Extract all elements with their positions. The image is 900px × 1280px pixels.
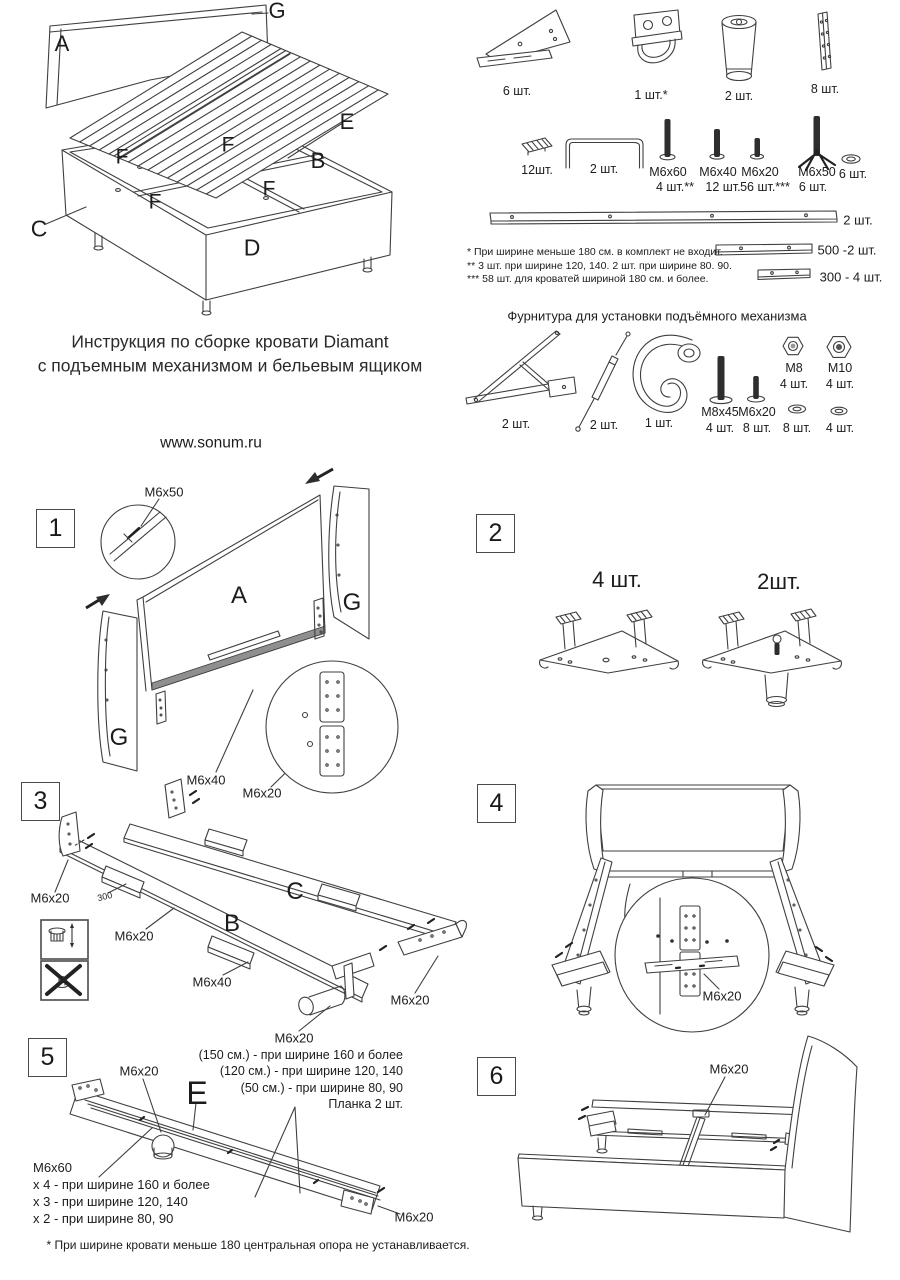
- step3-bolt-m6x40-label: M6x40: [192, 974, 232, 990]
- mech-nut-m8-qty: 4 шт.: [779, 376, 809, 391]
- website-url: www.sonum.ru: [160, 434, 262, 452]
- overview-label-e: E: [339, 109, 355, 134]
- hw-hinge-qty: 1 шт.*: [634, 87, 668, 102]
- mech-arm-qty: 2 шт.: [501, 416, 531, 431]
- page-footnote: * При ширине кровати меньше 180 центральная опора не устанавливается.: [46, 1238, 470, 1252]
- mech-strap-qty: 1 шт.: [644, 415, 674, 430]
- step5-plank-line3: (50 см.) - при ширине 80, 90: [240, 1080, 403, 1095]
- step3-part-c-label: C: [286, 878, 304, 905]
- step3-bolt-mid-label: M6x20: [114, 928, 154, 944]
- step2-right-qty: 2шт.: [757, 569, 801, 594]
- step5-bolt-right-label: M6x20: [394, 1209, 434, 1225]
- step1-bolt-m6x40-label: M6x40: [186, 772, 226, 788]
- note-1: * При ширине меньше 180 см. в комплект не входит.: [467, 246, 723, 258]
- hw-bolt-m6x20-size: M6x20: [741, 164, 779, 179]
- hardware-corner-bracket-icon: [477, 10, 570, 67]
- overview-label-g: G: [268, 0, 286, 23]
- hw-bolt-m6x20-qty: 56 шт.***: [740, 179, 790, 194]
- step-5-number: 5: [28, 1038, 67, 1077]
- step3-dim-300-label: 300: [96, 889, 114, 904]
- step-2-number: 2: [476, 514, 515, 553]
- step1-drawing: [86, 469, 398, 793]
- step-6-number: 6: [477, 1057, 516, 1096]
- mech-nut-m8-size: M8: [785, 360, 803, 375]
- page-title-line1: Инструкция по сборке кровати Diamant: [71, 331, 389, 352]
- hardware-cylinder-leg-icon: [722, 16, 756, 81]
- mech-nut-m10-qty: 4 шт.: [825, 376, 855, 391]
- overview-bed-drawing: [46, 5, 392, 315]
- step5-bolt-list-line1: x 4 - при ширине 160 и более: [33, 1176, 210, 1192]
- rail-500-qty: 500 -2 шт.: [817, 242, 877, 258]
- step3-bolt-right-label: M6x20: [390, 992, 430, 1008]
- step5-part-e-label: E: [186, 1075, 208, 1111]
- page-title-line2: с подъемным механизмом и бельевым ящиком: [37, 355, 423, 376]
- hardware-bolt-m6x60-icon: [660, 119, 675, 160]
- hw-bolt-m6x40-size: M6x40: [699, 164, 737, 179]
- step-4-number: 4: [477, 784, 516, 823]
- hw-bracket-qty: 6 шт.: [502, 83, 532, 98]
- overview-label-d: D: [243, 234, 261, 261]
- hw-pad-qty: 12шт.: [521, 162, 553, 177]
- hardware-notes: [467, 246, 732, 287]
- step2-drawing: [540, 609, 842, 707]
- mechanism-gas-strut-icon: [576, 332, 630, 431]
- step4-bolt-m6x20-label: M6x20: [702, 988, 742, 1004]
- step5-plank-line2: (120 см.) - при ширине 120, 140: [219, 1064, 403, 1079]
- hardware-bolt-m6x50-icon: [799, 116, 835, 170]
- hardware-washer-icon: [842, 155, 860, 163]
- step1-bolt-m6x50-label: M6x50: [144, 484, 184, 500]
- mech-washer8-qty: 8 шт.: [782, 420, 812, 435]
- hw-washer-qty: 6 шт.: [838, 166, 868, 181]
- mech-washer4-qty: 4 шт.: [825, 420, 855, 435]
- hardware-bolt-m6x40-icon: [710, 129, 724, 159]
- mechanism-washer-8-icon: [789, 405, 806, 413]
- mechanism-title: Фурнитура для установки подъёмного механизма: [507, 308, 807, 324]
- step-1-number: 1: [36, 509, 75, 548]
- rail-300-qty: 300 - 4 шт.: [819, 269, 883, 285]
- step5-bolt-list-line3: x 2 - при ширине 80, 90: [33, 1210, 174, 1226]
- step5-bolt-list: [33, 1160, 210, 1228]
- step1-part-g-left-label: G: [109, 724, 129, 751]
- step1-part-a-label: A: [230, 582, 248, 609]
- hw-leg-qty: 2 шт.: [724, 88, 754, 103]
- overview-label-a: A: [54, 31, 70, 56]
- step5-plank-line1: (150 см.) - при ширине 160 и более: [198, 1048, 403, 1062]
- hw-bolt-m6x60-qty: 4 шт.**: [656, 179, 694, 194]
- overview-label-f2: F: [221, 133, 235, 157]
- step3-bolt-left-label: M6x20: [30, 890, 70, 906]
- hardware-pad-icon: [522, 138, 552, 155]
- note-3: *** 58 шт. для кроватей шириной 180 см. и более.: [467, 273, 709, 286]
- hardware-flat-plate-icon: [818, 12, 831, 70]
- overview-label-c: C: [30, 215, 48, 242]
- step1-bolt-m6x20-label: M6x20: [242, 785, 282, 801]
- overview-label-b: B: [310, 148, 326, 173]
- mechanism-nut-m8-icon: [783, 337, 803, 354]
- step5-bolt-top-label: M6x20: [119, 1063, 159, 1079]
- mech-bolt-m8x45-size: M8x45: [701, 404, 739, 419]
- overview-label-f3: F: [148, 190, 162, 214]
- mechanism-strap-icon: [633, 335, 700, 412]
- step5-plank-note: [199, 1047, 403, 1112]
- step2-left-qty: 4 шт.: [592, 567, 642, 592]
- hardware-rail-long-icon: [490, 211, 837, 224]
- hw-plate-qty: 8 шт.: [810, 81, 840, 96]
- mechanism-washer-4-icon: [831, 407, 847, 415]
- hardware-hinge-bracket-icon: [632, 10, 682, 63]
- hardware-rail-300-icon: [758, 269, 810, 280]
- mechanism-nut-m10-icon: [827, 337, 851, 358]
- hw-bolt-m6x40-qty: 12 шт.: [705, 179, 741, 194]
- step5-bolt-list-title: M6x60: [33, 1160, 73, 1175]
- step5-plank-line4: Планка 2 шт.: [328, 1096, 403, 1111]
- step6-bolt-m6x20-label: M6x20: [709, 1061, 749, 1077]
- mech-nut-m10-size: M10: [827, 360, 853, 375]
- mechanism-bolt-m6x20-icon: [748, 376, 765, 402]
- hardware-bolt-m6x20-icon: [751, 138, 764, 159]
- hw-bolt-m6x50-size: M6x50: [798, 164, 836, 179]
- mechanism-arm-icon: [466, 331, 576, 404]
- overview-label-f4: F: [262, 177, 276, 201]
- overview-label-f1: F: [115, 145, 129, 169]
- mech-bolt-m8x45-qty: 4 шт.: [705, 420, 735, 435]
- step1-part-g-right-label: G: [342, 589, 362, 616]
- step6-drawing: [518, 1036, 857, 1232]
- hw-bolt-m6x50-qty: 6 шт.: [798, 179, 828, 194]
- step-3-number: 3: [21, 782, 60, 821]
- mech-bolt-m6x20-size: M6x20: [738, 404, 776, 419]
- rail-long-qty: 2 шт.: [843, 212, 873, 228]
- note-2: ** 3 шт. при ширине 120, 140. 2 шт. при ширине 80. 90.: [467, 259, 732, 272]
- mech-bolt-m6x20-qty: 8 шт.: [742, 420, 772, 435]
- step5-bolt-list-line2: x 3 - при ширине 120, 140: [33, 1193, 188, 1209]
- mech-strut-qty: 2 шт.: [589, 417, 619, 432]
- step4-drawing: [552, 785, 834, 1032]
- step3-part-b-label: B: [223, 910, 241, 937]
- hw-staple-qty: 2 шт.: [589, 161, 619, 176]
- mechanism-bolt-m8x45-icon: [710, 356, 732, 404]
- hw-bolt-m6x60-size: M6x60: [649, 164, 687, 179]
- step3-bolt-bottom-label: M6x20: [274, 1030, 314, 1046]
